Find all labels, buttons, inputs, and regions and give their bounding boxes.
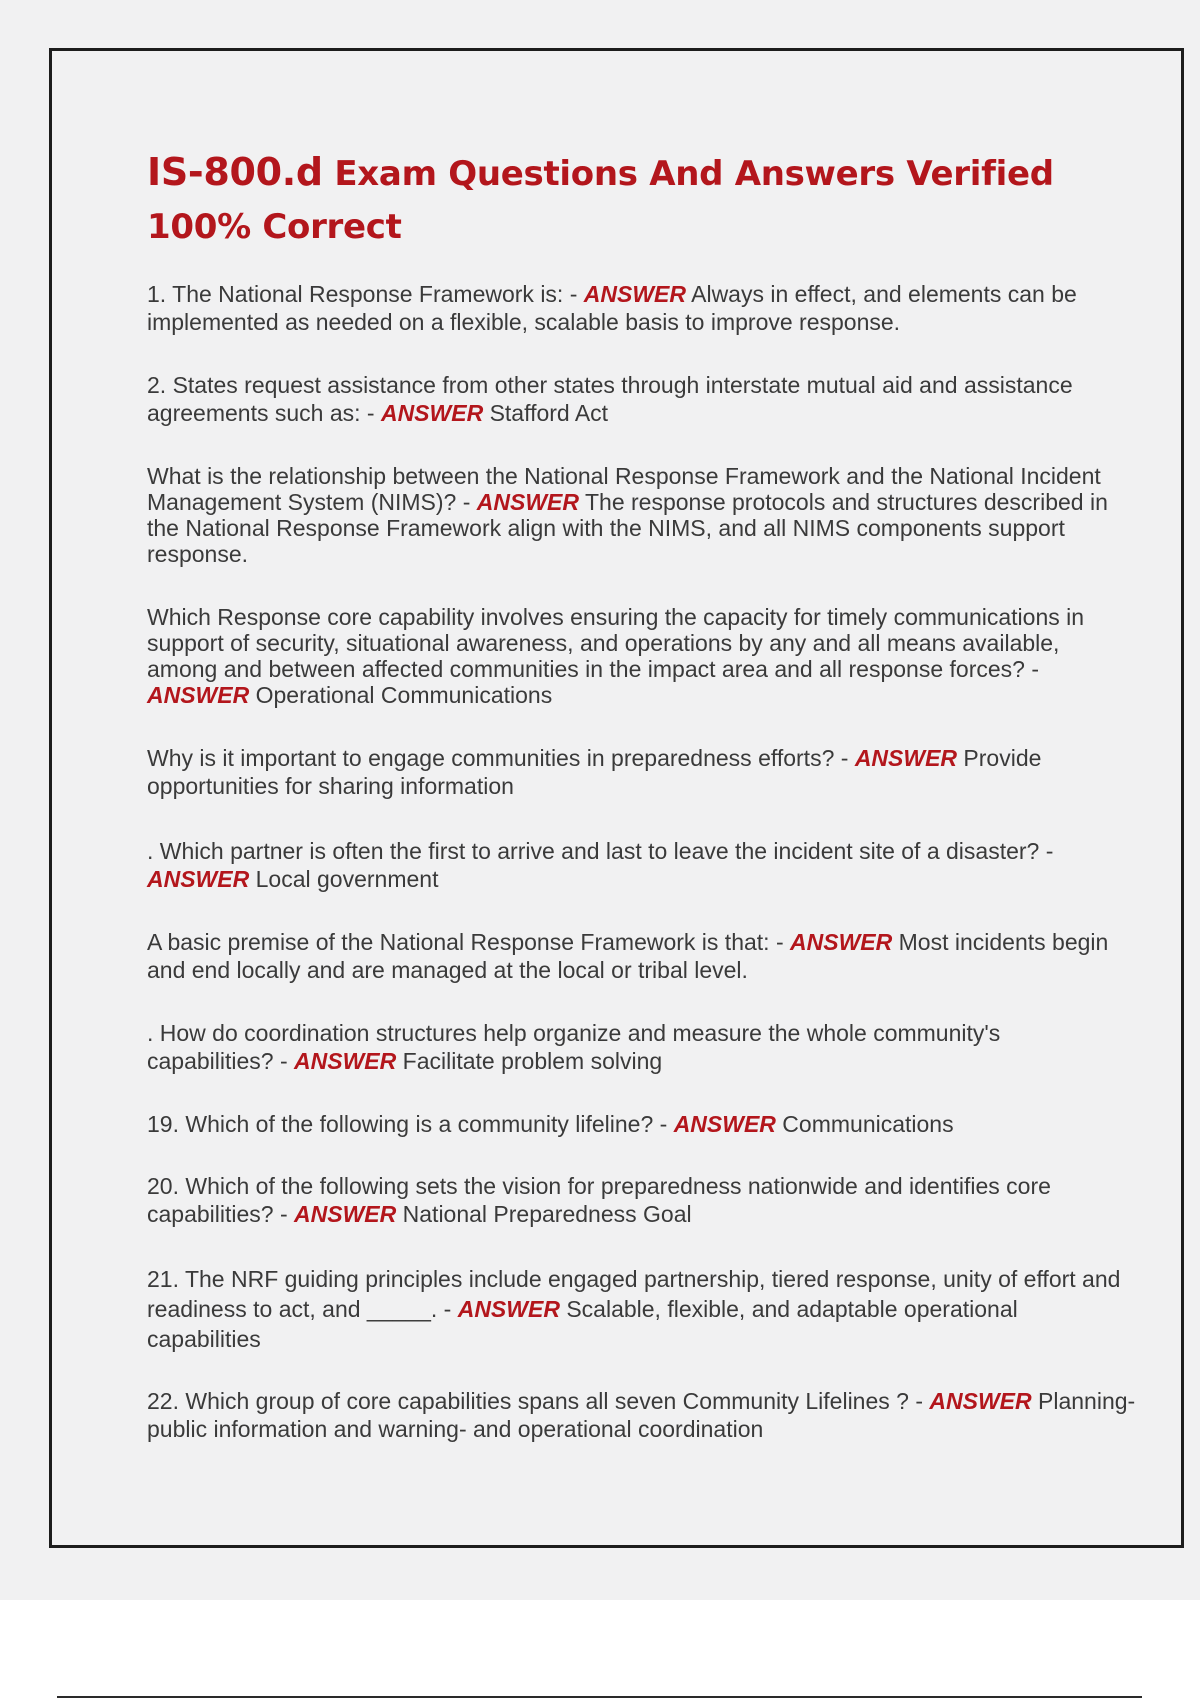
answer-label: ANSWER: [147, 682, 250, 708]
qa-item-8: [147, 1019, 1127, 1075]
answer-label: ANSWER: [294, 1201, 397, 1227]
qa-item-7: [147, 928, 1127, 984]
answer-label: ANSWER: [457, 1296, 560, 1322]
question-text: 19. Which of the following is a community lifeline? -: [147, 1111, 674, 1137]
footer-divider: [57, 1696, 1142, 1698]
answer-text: Local government: [249, 866, 439, 892]
question-text: 21. The NRF guiding principles include engaged partnership, tiered response, unity of effort and readiness to act, and _____. -: [147, 1266, 1121, 1322]
qa-item-10: [147, 1172, 1127, 1228]
answer-text: The response protocols and structures described in the National Response Framework align with the NIMS, and all NIMS components support response.: [147, 489, 1108, 567]
answer-text: National Preparedness Goal: [396, 1201, 692, 1227]
qa-item-11: [147, 1264, 1127, 1354]
title-code: IS-800.d: [147, 150, 323, 194]
question-text: . How do coordination structures help organize and measure the whole community's capabilities? -: [147, 1020, 1001, 1074]
document-title: [147, 146, 1107, 254]
answer-text: Scalable, flexible, and adaptable operational capabilities: [147, 1296, 1018, 1352]
question-text: . Which partner is often the first to arrive and last to leave the incident site of a disaster? -: [147, 838, 1054, 864]
qa-item-12: [147, 1387, 1142, 1443]
answer-text: Facilitate problem solving: [396, 1048, 663, 1074]
answer-label: ANSWER: [147, 866, 250, 892]
question-text: 2. States request assistance from other states through interstate mutual aid and assistance agreements such as: -: [147, 372, 1073, 426]
question-text: 22. Which group of core capabilities spans all seven Community Lifelines ? -: [147, 1388, 930, 1414]
qa-item-1: [147, 280, 1127, 336]
qa-item-2: [147, 371, 1127, 427]
qa-item-4: [147, 604, 1127, 708]
answer-label: ANSWER: [294, 1048, 397, 1074]
answer-label: ANSWER: [476, 489, 579, 515]
answer-text: Always in effect, and elements can be implemented as needed on a flexible, scalable basis to improve response.: [147, 281, 1077, 335]
question-text: 1. The National Response Framework is: -: [147, 281, 584, 307]
answer-text: Provide opportunities for sharing information: [147, 745, 1042, 799]
question-text: Which Response core capability involves ensuring the capacity for timely communications in support of security, situational awareness, and operations by any and all means available, among and between affected communities in the impact area and all response forces? -: [147, 604, 1085, 682]
question-text: 20. Which of the following sets the vision for preparedness nationwide and identifies core capabilities? -: [147, 1173, 1051, 1227]
qa-item-5: [147, 744, 1127, 800]
qa-item-3: [147, 463, 1127, 567]
document-page: [49, 48, 1184, 1548]
answer-text: Most incidents begin and end locally and are managed at the local or tribal level.: [147, 929, 1109, 983]
answer-text: Stafford Act: [483, 400, 609, 426]
answer-label: ANSWER: [673, 1111, 776, 1137]
title-text: Exam Questions And Answers Verified 100% Correct: [147, 154, 1054, 247]
question-text: What is the relationship between the National Response Framework and the National Incident Management System (NIMS)? -: [147, 463, 1101, 515]
answer-label: ANSWER: [380, 400, 484, 426]
answer-label: ANSWER: [929, 1388, 1032, 1414]
qa-item-6: [147, 837, 1127, 893]
question-text: A basic premise of the National Response Framework is that: -: [147, 929, 791, 955]
answer-text: Operational Communications: [249, 682, 553, 708]
question-text: Why is it important to engage communities in preparedness efforts? -: [147, 745, 855, 771]
qa-item-9: [147, 1110, 1127, 1138]
answer-text: Communications: [775, 1111, 954, 1137]
answer-label: ANSWER: [790, 929, 893, 955]
answer-label: ANSWER: [583, 281, 686, 307]
answer-label: ANSWER: [854, 745, 958, 771]
answer-text: Planning- public information and warning- and operational coordination: [147, 1388, 1136, 1442]
